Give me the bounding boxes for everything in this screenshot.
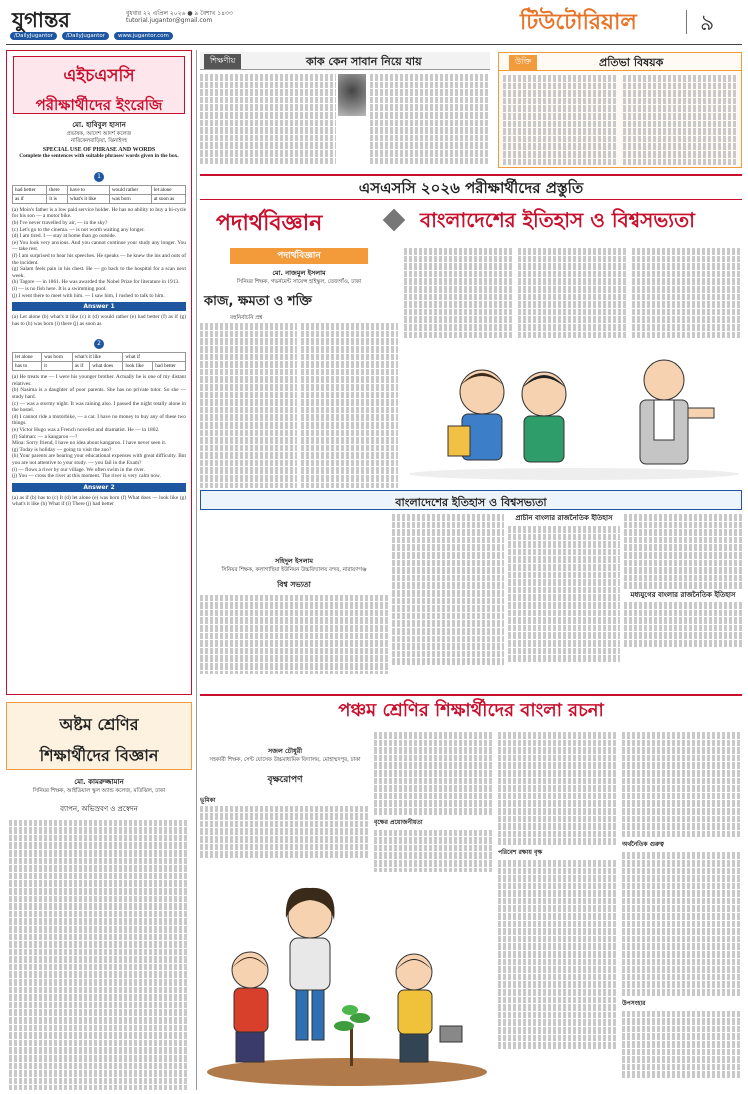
masthead-rule	[6, 44, 742, 45]
word-box-2	[12, 352, 186, 371]
email: tutorial.jugantor@gmail.com	[126, 17, 213, 24]
hsc-title-line2: পরীক্ষার্থীদের ইংরেজি	[35, 96, 163, 114]
physics-box: পদার্থবিজ্ঞান	[230, 248, 368, 264]
box1-cell: at soon as	[151, 194, 185, 203]
subject-physics: পদার্থবিজ্ঞান	[216, 211, 323, 236]
history-banner	[200, 490, 742, 510]
facebook-link[interactable]: /DailyJugantor	[10, 32, 57, 40]
box2-cell: what if	[123, 353, 186, 362]
box1-cell: there	[47, 185, 68, 194]
sentence: (b) Nasima is a daughter of poor parents. She has no private tutor. So she — study hard.	[12, 387, 186, 401]
answer-2-label: Answer 2	[12, 483, 186, 492]
box1-cell: it is	[47, 194, 68, 203]
class8-title-line2: শিক্ষার্থীদের বিজ্ঞান	[39, 746, 159, 765]
sentences-2	[12, 374, 186, 480]
class5-text-5	[498, 860, 618, 1049]
sentence: (h) Tagore — in 1861. He was awarded the Nobel Prize for literature in 1913.	[12, 279, 180, 286]
sentence: (c) Let's go to the cinema. — is not worth waiting any longer.	[12, 226, 145, 233]
box2-cell: what's it like	[72, 353, 123, 362]
box1-cell: have to	[67, 185, 109, 194]
newspaper-logo: যুগান্তর	[12, 7, 70, 32]
history-q4-wrap	[624, 514, 742, 674]
history-q2	[392, 514, 504, 666]
sentence: (d) I cannot ride a motorbike, — a car. I have no money to buy any of these two things.	[12, 413, 186, 427]
history-topic1: বিশ্ব সভ্যতা	[277, 579, 311, 589]
sentence: (d) I am tired. I — stay at home than go outside.	[12, 233, 117, 240]
section-divider	[686, 10, 687, 34]
box2-cell: look like	[123, 362, 153, 371]
box2-cell: was born	[42, 353, 73, 362]
physics-sub: বহুনির্বাচনি প্রশ্ন	[230, 314, 263, 321]
class5-essay-col2	[374, 732, 494, 872]
classroom-illustration	[404, 346, 742, 482]
history-q4a	[624, 514, 742, 589]
class8-author: মো. কামরুজ্জামান	[74, 778, 124, 786]
class5-author-role: সহকারী শিক্ষক, সেন্ট যোসেফ উচ্চমাধ্যমিক বিদ্যালয়, মোহাম্মদপুর, ঢাকা	[209, 757, 361, 763]
masthead	[0, 0, 748, 44]
sentence: (g) Today is holiday — going to visit the zoo?	[12, 446, 112, 453]
class5-banner-title: পঞ্চম শ্রেণির শিক্ষার্থীদের বাংলা রচনা	[338, 700, 604, 721]
subject-history: বাংলাদেশের ইতিহাস ও বিশ্বসভ্যতা	[420, 208, 695, 232]
sentence: (i) — is no fish here. It is a swimming pool.	[12, 285, 107, 292]
hsc-english-section	[6, 50, 192, 695]
history-intro	[200, 514, 388, 674]
sentence: (j) I went there to meet with him. — I saw him, I rushed to talk to him.	[12, 292, 165, 299]
class8-science-section	[6, 702, 192, 1090]
box2-cell: had better	[153, 362, 186, 371]
class5-essay-col4	[622, 732, 742, 1092]
class5-essay-title: বৃক্ষরোপণ	[267, 774, 303, 785]
sentence: (e) You look very anxious. And you cannot continue your study any longer. You — take rest.	[12, 239, 186, 253]
social-links	[10, 32, 173, 40]
box1-cell: as if	[13, 194, 47, 203]
answer-1: (a) Let alone (b) what's it like (c) it (d) would rather (e) had better (f) as if (g) has to (h) was born (i) there (j) as soon as	[12, 314, 186, 327]
class5-section3: পরিবেশ রক্ষায় বৃক্ষ	[498, 848, 543, 856]
sentence: (e) Victor Hugo was a French novelist and dramatist. He — in 1802.	[12, 427, 160, 434]
hsc-author-role: প্রভাষক, আদেশ আদর্শ কলেজ	[66, 131, 132, 137]
box1-cell: what's it like	[67, 194, 109, 203]
history-q3-wrap	[508, 514, 620, 674]
page-number: ৯	[700, 11, 715, 36]
box1-cell: let alone	[151, 185, 185, 194]
ukti-quotes-right	[623, 75, 737, 166]
shikkhoniyo-section	[200, 52, 490, 168]
ukti-quotes-left	[503, 75, 617, 166]
ssc-banner-title: এসএসসি ২০২৬ পরীক্ষার্থীদের প্রস্তুতি	[358, 179, 584, 197]
physics-questions-cont	[404, 248, 512, 339]
class5-text-3	[374, 830, 494, 872]
shikkhoniyo-text-left	[200, 74, 336, 165]
website-link[interactable]: www.jugantor.com	[114, 32, 173, 40]
tree-planting-illustration	[200, 876, 494, 1090]
class5-essay-col3	[498, 732, 618, 1092]
hsc-title-box	[13, 56, 185, 114]
class5-section4: অর্থনৈতিক গুরুত্ব	[622, 841, 664, 849]
sentence: (c) — was a stormy night. It was raining also. I passed the night totally alone in the hostel.	[12, 400, 186, 414]
history-author: সহিদুল ইসলাম	[274, 557, 314, 565]
sentence: (b) I've never travelled by air, — in the sky?	[12, 219, 108, 226]
history-topic2: প্রাচীন বাংলার রাজনৈতিক ইতিহাস	[515, 514, 613, 522]
class8-title-line1: অষ্টম শ্রেণির	[59, 715, 139, 734]
sentences-1	[12, 207, 186, 299]
class5-section1: ভূমিকা	[200, 796, 216, 804]
physics-author-role: সিনিয়র শিক্ষক, গভর্নমেন্ট সায়েন্স হাইস্কুল, তেজগাঁও, ঢাকা	[236, 279, 362, 285]
history-q1	[200, 595, 388, 674]
box1-cell: would rather	[109, 185, 151, 194]
word-box-1	[12, 185, 186, 204]
answer-2: (a) as if (b) has to (c) It (d) let alone (e) was born (f) What does — look like (g) what's it like (h) What if (i) There (j) had better	[12, 494, 186, 508]
question-2-badge: 2	[94, 339, 104, 349]
class8-questions	[6, 820, 192, 1090]
class5-text-2	[374, 732, 494, 815]
student-boy-right	[522, 372, 566, 462]
history-q4b	[624, 602, 742, 647]
physics-section	[200, 248, 398, 488]
history-q3	[508, 526, 620, 662]
date-line: বুধবার ২২ এপ্রিল ২০২৬ ● ৯ বৈশাখ ১৪৩৩	[126, 10, 233, 17]
history-banner-title: বাংলাদেশের ইতিহাস ও বিশ্বসভ্যতা	[395, 496, 547, 509]
history-topic3: মধ্যযুগের বাংলার রাজনৈতিক ইতিহাস	[630, 590, 736, 599]
class5-text-4	[498, 732, 618, 845]
class8-author-role: সিনিয়র শিক্ষক, আইডিয়াল স্কুল অ্যান্ড কলেজ, মতিঝিল, ঢাকা	[32, 788, 166, 794]
class5-text-6	[622, 732, 742, 837]
section-title: টিউটোরিয়াল	[520, 10, 637, 35]
box2-cell: let alone	[13, 353, 42, 362]
box2-cell: it	[42, 362, 73, 371]
physics-questions	[200, 323, 398, 488]
class5-section2: বৃক্ষের প্রয়োজনীয়তা	[374, 818, 423, 826]
physics-author: মো. নাজমুল ইসলাম	[272, 269, 326, 277]
answer-1-label: Answer 1	[12, 302, 186, 311]
ukti-label: উক্তি	[509, 55, 537, 70]
sentence: (i) — flows a river by our village. We often swim in the river.	[12, 466, 145, 473]
history-author-role: সিনিয়র শিক্ষক, কলাগাছিয়া ইউনিয়ন উচ্চবিদ্যালয় বন্দর, নারায়ণগঞ্জ	[221, 567, 367, 573]
diamond-icon	[383, 209, 406, 232]
box1-cell: was born	[109, 194, 151, 203]
sentence: (f) I am surprised to hear his speeches. He speaks — he knew the ins and outs of the incident.	[12, 252, 186, 266]
hsc-author-place: নারিকেলবাড়িয়া, ঝিনাইদহ	[70, 137, 128, 144]
physics-questions-cont-3	[632, 248, 742, 339]
shikkhoniyo-text-right	[370, 74, 490, 165]
youtube-link[interactable]: /DailyJugantor	[62, 32, 109, 40]
boy-left-figure	[232, 952, 268, 1062]
hsc-author: মো. হাবিবুল হাসান	[72, 121, 126, 129]
physics-chapter: কাজ, ক্ষমতা ও শক্তি	[204, 293, 312, 309]
sentence: (g) Salam feels pain in his chest. He — go back to the hospital for a scan next week.	[12, 266, 186, 279]
box2-cell: has to	[13, 362, 42, 371]
ssc-subjects	[200, 204, 742, 240]
ukti-section	[498, 52, 742, 168]
box1-cell: had better	[13, 185, 47, 194]
class8-topic: ব্যাপন, অভিস্রবণ ও প্রস্বেদন	[60, 804, 138, 813]
shikkhoniyo-label: শিক্ষণীয়	[204, 54, 241, 69]
class8-title-box	[6, 702, 192, 770]
question-1-badge: 1	[94, 172, 104, 182]
column-rule	[196, 50, 197, 1090]
ukti-title: প্রতিভা বিষয়ক	[599, 56, 664, 69]
sentence: Mina: Sorry friend, I have no idea about kangaroo. I have never seen it.	[12, 440, 167, 447]
class5-text-8	[622, 1011, 742, 1078]
sentence: (h) Your parents are bearing your educational expenses with great difficulty. But you are not attentive to your study. — you fail in the Exam?	[12, 453, 186, 466]
class5-author: সজল চৌধুরী	[267, 747, 303, 755]
sentence: (f) Salman: — a kangaroo —?	[12, 433, 78, 440]
class5-text-7	[622, 852, 742, 995]
floor-shadow	[409, 468, 739, 480]
ssc-banner	[200, 174, 742, 200]
class5-section5: উপসংহার	[622, 999, 646, 1007]
hsc-title-line1: এইচএসসি	[63, 66, 135, 86]
sentence: (j) You — cross the river at this moment. The river is very calm now.	[12, 473, 161, 480]
class5-banner	[200, 694, 742, 724]
box2-cell: as if	[72, 362, 90, 371]
sentence: (a) Moin's father is a low paid service holder. He has no ability to buy a bi-cycle for his son — a motor bike.	[12, 206, 186, 220]
hsc-heading: SPECIAL USE OF PHRASE AND WORDS	[42, 147, 156, 154]
hsc-instruction: Complete the sentences with suitable phrases/ words given in the box.	[19, 153, 179, 160]
class5-essay-intro	[200, 732, 370, 872]
box2-cell: what does	[90, 362, 123, 371]
class5-text-1	[200, 806, 370, 858]
sentence: (a) He treats me — I were his younger brother. Actually he is one of my distant relatives.	[12, 374, 186, 387]
crow-photo	[338, 74, 366, 116]
shikkhoniyo-header	[200, 52, 490, 70]
physics-questions-cont-2	[518, 248, 626, 339]
shikkhoniyo-title: কাক কেন সাবান নিয়ে যায়	[306, 55, 422, 68]
